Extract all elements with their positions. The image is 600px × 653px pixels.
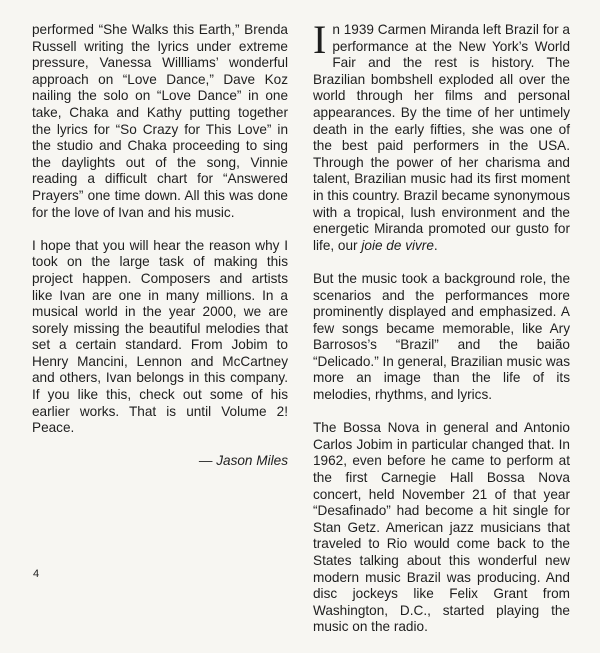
- left-column: [32, 22, 288, 487]
- right-paragraph-1: [313, 17, 570, 254]
- author-signature: — Jason Miles: [198, 453, 288, 469]
- right-column: [313, 17, 570, 653]
- page-number: 4: [33, 568, 40, 580]
- left-paragraph-1: performed “She Walks this Earth,” Brenda Russell writing the lyrics under extreme pressure, Vanessa Willliams’ wonderful approach on “Love Dance,” Dave Koz nailing the solo on “Love Dance” in one take, Chaka and Kathy putting together the lyrics for “So Crazy for This Love” in the studio and Chaka proceeding to sing the daylights out of the song, Vinnie reading a difficult chart for “Answered Prayers” one time down. All this was done for the love of Ivan and his music.: [32, 22, 288, 220]
- right-paragraph-3: The Bossa Nova in general and Antonio Carlos Jobim in particular changed that. In 1962, even before he came to perform at the first Carnegie Hall Bossa Nova concert, held November 21 of that year “Desafinado” had become a hit single for Stan Getz. American jazz musicians that traveled to Rio would come back to the States talking about this wonderful new modern music Brazil was producing. And disc jockeys like Felix Grant from Washington, D.C., started playing the music on the radio.: [313, 420, 570, 635]
- left-paragraph-2: I hope that you will hear the reason why I took on the large task of making this project happen. Composers and artists like Ivan are one in many millions. In a musical world in the year 2000, we are sorely missing the beautiful melodies that set a certain standard. From Jobim to Henry Mancini, Lennon and McCartney and others, Ivan belongs in this company. If you like this, check out some of his earlier works. That is until Volume 2! Peace.: [32, 237, 288, 436]
- right-paragraph-1-end: .: [433, 237, 438, 253]
- right-paragraph-2: But the music took a background role, the scenarios and the performances more prominently displayed and emphasized. A few songs became memorable, like Ary Barrosos’s “Brazil” and the baião “Delicado.” In general, Brazilian music was more an image than the life of its melodies, rhythms, and lyrics.: [313, 270, 570, 403]
- drop-cap: I: [313, 17, 327, 62]
- right-paragraph-1-text: n 1939 Carmen Miranda left Brazil for a performance at the New York’s World Fair and the rest is history. The Brazilian bombshell exploded all over the world through her films and personal appearances. By the time of her untimely death in the early fifties, she was one of the best paid performers in the USA. Through the power of her charisma and talent, Brazilian music had its first moment in this country. Brazil became synonymous with a tropical, lush environment and the energetic Miranda promoted our gusto for life, our: [313, 22, 570, 253]
- right-paragraph-1-italic: joie de vivre: [361, 237, 434, 253]
